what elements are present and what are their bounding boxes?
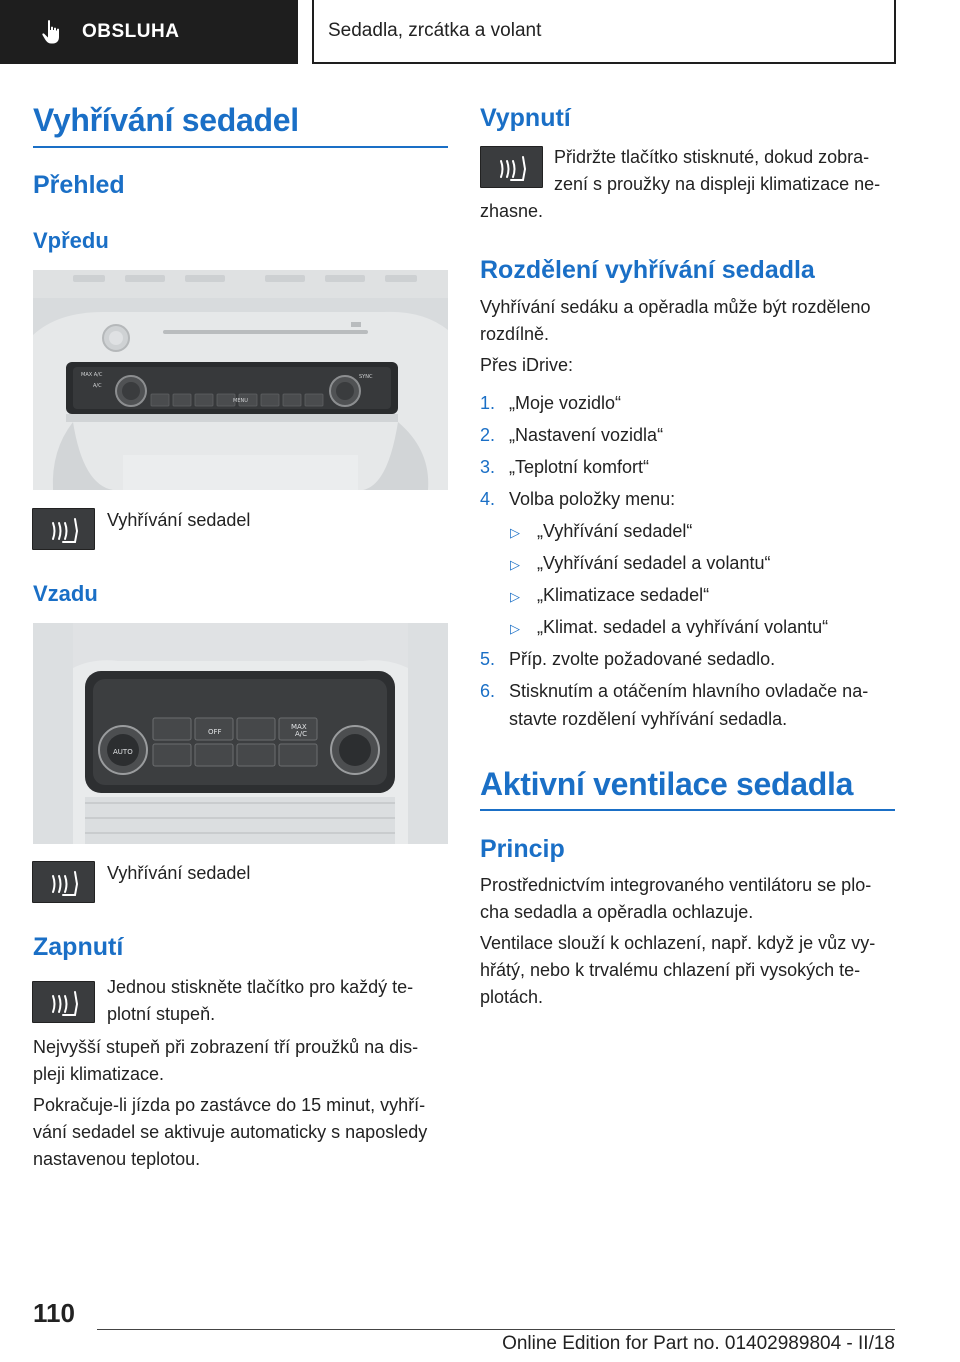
title-rule	[33, 146, 448, 148]
section-tab[interactable]	[0, 0, 298, 64]
rear-heading: Vzadu	[33, 581, 98, 606]
seat-heating-icon	[33, 982, 96, 1024]
step-number: 5.	[480, 649, 496, 669]
seat-heating-icon	[33, 862, 96, 904]
vent-line3: plotách.	[480, 987, 544, 1007]
split-text-line1: Vyhřívání sedáku a opěradla může být rozděleno	[480, 297, 871, 317]
list-item	[480, 678, 895, 734]
triangle-bullet-icon: ▷	[510, 557, 520, 572]
sub-option-text: „Vyhřívání sedadel a volantu“	[537, 553, 771, 573]
rear-seat-heating-button-icon	[32, 861, 95, 903]
rear-climate-panel-photo	[33, 623, 448, 844]
step-text: Volba položky menu:	[509, 489, 676, 509]
off-seat-heating-button-icon	[480, 146, 543, 188]
section-label: OBSLUHA	[82, 21, 180, 42]
svg-text:MAX: MAX	[291, 723, 307, 731]
step-number: 2.	[480, 425, 496, 445]
footer-rule	[97, 1329, 895, 1330]
off-heading: Vypnutí	[480, 104, 571, 132]
off-text-line3: zhasne.	[480, 201, 544, 221]
front-heading: Vpředu	[33, 228, 109, 253]
page-number: 110	[33, 1298, 75, 1328]
edition-note: Online Edition for Part no. 01402989804 - II/18	[502, 1333, 895, 1354]
vent-title: Aktivní ventilace sedadla	[480, 766, 854, 802]
front-button-caption: Vyhřívání sedadel	[107, 510, 251, 530]
sub-option-text: „Vyhřívání sedadel“	[537, 521, 693, 541]
off-text-line2: zení s proužky na displeji klimatizace ne-	[554, 174, 881, 194]
svg-text:A/C: A/C	[93, 383, 102, 389]
resume-line2: vání sedadel se aktivuje automaticky s naposledy	[33, 1122, 428, 1142]
page-header	[0, 0, 960, 66]
split-text-line2: rozdílně.	[480, 324, 550, 344]
chapter-title: Sedadla, zrcátka a volant	[328, 20, 542, 41]
principle-line2: cha sedadla a opěradla ochlazuje.	[480, 902, 754, 922]
on-button-text-line1: Jednou stiskněte tlačítko pro každý te-	[107, 977, 414, 997]
vent-line1: Ventilace slouží k ochlazení, např. když je vůz vy-	[480, 933, 876, 953]
via-idrive: Přes iDrive:	[480, 355, 574, 375]
overview-heading: Přehled	[33, 171, 125, 199]
on-seat-heating-button-icon	[32, 981, 95, 1023]
triangle-bullet-icon: ▷	[510, 621, 520, 636]
on-heading: Zapnutí	[33, 933, 124, 961]
principle-line1: Prostřednictvím integrovaného ventilátoru se plo-	[480, 875, 872, 895]
resume-line1: Pokračuje-li jízda po zastávce do 15 minut, vyhří-	[33, 1095, 426, 1115]
seat-heating-icon	[33, 509, 96, 551]
front-seat-heating-button-icon	[32, 508, 95, 550]
step-number: 3.	[480, 457, 496, 477]
sub-option-text: „Klimat. sedadel a vyhřívání volantu“	[537, 617, 829, 637]
seat-heating-icon	[481, 147, 544, 189]
chapter-tab[interactable]	[312, 0, 896, 64]
triangle-bullet-icon: ▷	[510, 525, 520, 540]
step-number: 6.	[480, 681, 496, 701]
rear-button-caption: Vyhřívání sedadel	[107, 863, 251, 883]
main-title-block	[33, 102, 448, 139]
step-text-line2: stavte rozdělení vyhřívání sedadla.	[509, 709, 788, 729]
triangle-bullet-icon: ▷	[510, 589, 520, 604]
resume-line3: nastavenou teplotou.	[33, 1149, 201, 1169]
step-text: „Moje vozidlo“	[509, 393, 622, 413]
max-level-line2: pleji klimatizace.	[33, 1064, 165, 1084]
off-text-line1: Přidržte tlačítko stisknuté, dokud zobra-	[554, 147, 870, 167]
step-text: Příp. zvolte požadované sedadlo.	[509, 649, 776, 669]
svg-text:OFF: OFF	[208, 728, 222, 736]
svg-text:A/C: A/C	[295, 730, 308, 738]
step-number: 4.	[480, 489, 496, 509]
main-title: Vyhřívání sedadel	[33, 102, 299, 138]
on-button-text-line2: plotní stupeň.	[107, 1004, 216, 1024]
split-heading: Rozdělení vyhřívání sedadla	[480, 256, 815, 284]
vent-title-rule	[480, 809, 895, 811]
step-text-line1: Stisknutím a otáčením hlavního ovladače na-	[509, 681, 869, 701]
svg-text:AUTO: AUTO	[113, 748, 133, 756]
principle-heading: Princip	[480, 835, 565, 863]
vent-line2: hřátý, nebo k trvalému chlazení při vysokých te-	[480, 960, 861, 980]
sub-option-text: „Klimatizace sedadel“	[537, 585, 710, 605]
svg-text:MENU: MENU	[233, 398, 248, 404]
step-text: „Nastavení vozidla“	[509, 425, 664, 445]
max-level-line1: Nejvyšší stupeň při zobrazení tří proužků na dis-	[33, 1037, 419, 1057]
svg-text:MAX A/C: MAX A/C	[81, 372, 103, 378]
hand-pointer-icon	[38, 18, 66, 46]
step-number: 1.	[480, 393, 496, 413]
step-text: „Teplotní komfort“	[509, 457, 650, 477]
front-climate-panel-photo	[33, 270, 448, 490]
svg-text:SYNC: SYNC	[359, 374, 373, 380]
